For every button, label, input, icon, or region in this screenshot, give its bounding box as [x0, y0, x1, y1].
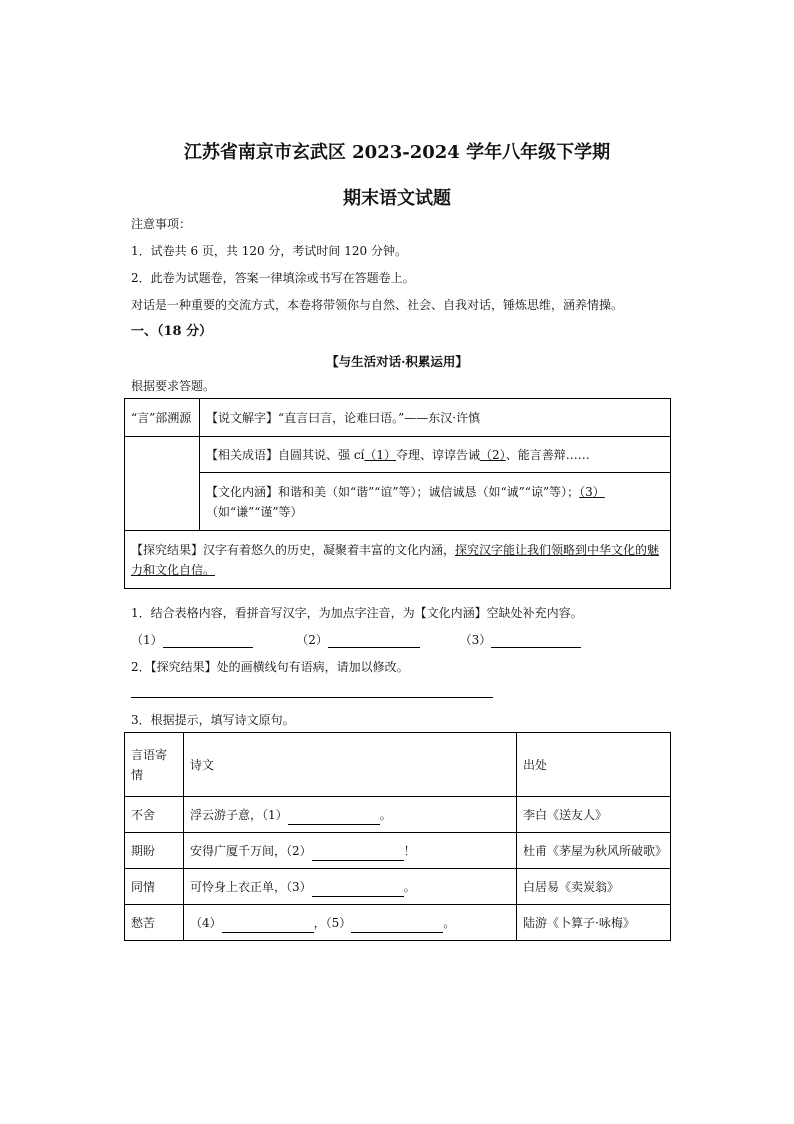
- poem-punct: 。: [443, 915, 456, 930]
- shuowen-cell: 【说文解字】“直言曰言，论难曰语。”——东汉·许慎: [200, 399, 671, 437]
- source-cell: 李白《送友人》: [517, 797, 671, 833]
- title-line-2: 期末语文试题: [343, 188, 451, 209]
- question-1: 1．结合表格内容，看拼音写汉字，为加点字注音，为【文化内涵】空缺处补充内容。: [131, 606, 583, 620]
- notice-heading: 注意事项：: [131, 217, 192, 231]
- q1-label-2: （2）: [296, 633, 328, 647]
- q1-answer-blank-2[interactable]: [328, 634, 420, 648]
- poem-blank-2[interactable]: [312, 847, 404, 861]
- q1-label-1: （1）: [131, 633, 163, 647]
- empty-label-cell: [125, 437, 200, 473]
- idiom-text-b: 夺理、谆谆告诫: [396, 447, 481, 462]
- row-label-yan: “言”部溯源: [125, 399, 200, 437]
- result-underlined-sentence: 探究汉字能让我们领略到中华文化的魅力和文化自信。: [131, 542, 660, 577]
- poem-cell: [184, 869, 517, 905]
- poem-blank-1[interactable]: [288, 811, 380, 825]
- poem-text: ，（5）: [313, 915, 352, 930]
- title-line-1: 江苏省南京市玄武区 2023-2024 学年八年级下学期: [183, 142, 611, 163]
- source-cell: 白居易《卖炭翁》: [517, 869, 671, 905]
- research-result-cell: [125, 531, 671, 589]
- idiom-cell: [200, 437, 671, 473]
- poem-text: 浮云游子意，（1）: [190, 807, 288, 822]
- question-3: 3．根据提示，填写诗文原句。: [131, 713, 295, 727]
- q2-answer-line[interactable]: [131, 697, 493, 698]
- culture-cell: [200, 473, 671, 531]
- emotion-cell: 期盼: [125, 833, 184, 869]
- blank-2-marker[interactable]: （2）: [480, 447, 506, 462]
- result-prefix: 【探究结果】汉字有着悠久的历史，凝聚着丰富的文化内涵，: [131, 542, 456, 557]
- idiom-text-c: 、能言善辩……: [505, 447, 590, 462]
- poem-cell: [184, 797, 517, 833]
- poem-punct: 。: [379, 807, 392, 822]
- q1-answer-blank-3[interactable]: [491, 634, 581, 648]
- poem-text: 安得广厦千万间，（2）: [190, 843, 312, 858]
- header-source: 出处: [517, 733, 671, 797]
- q1-label-3: （3）: [459, 633, 492, 647]
- emotion-cell: 同情: [125, 869, 184, 905]
- q1-answer-line: [131, 632, 581, 648]
- table-row: [125, 833, 671, 869]
- section-subtitle: 【与生活对话·积累运用】: [326, 354, 468, 369]
- empty-label-cell: [125, 473, 200, 531]
- notice-item-2: 2．此卷为试题卷，答案一律填涂或书写在答题卷上。: [131, 271, 415, 285]
- source-cell: 杜甫《茅屋为秋风所破歌》: [517, 833, 671, 869]
- blank-3-marker[interactable]: （3）: [579, 484, 605, 499]
- idiom-text-a: 【相关成语】自圆其说、强: [206, 447, 354, 462]
- poetry-table: [124, 732, 671, 941]
- pinyin-ci: cí: [353, 447, 365, 462]
- poem-cell: [184, 905, 517, 941]
- poem-blank-4[interactable]: [222, 919, 314, 933]
- emotion-cell: 愁苦: [125, 905, 184, 941]
- culture-text-b: （如“谦”“谨”等）: [206, 504, 303, 519]
- section-heading: 一、（18 分）: [131, 324, 213, 339]
- poem-blank-3[interactable]: [312, 883, 404, 897]
- table-row: [125, 869, 671, 905]
- question-2: 2．【探究结果】处的画横线句有语病，请加以修改。: [131, 660, 409, 674]
- instruction-text: 根据要求答题。: [131, 379, 216, 393]
- table-row: [125, 797, 671, 833]
- source-cell: 陆游《卜算子·咏梅》: [517, 905, 671, 941]
- culture-text-a: 【文化内涵】和谐和美（如“谐”“谊”等）；诚信诚恳（如“诚”“谅”等）；: [206, 484, 580, 499]
- header-poem: 诗文: [184, 733, 517, 797]
- emotion-cell: 不舍: [125, 797, 184, 833]
- header-emotion: 言语寄情: [125, 733, 184, 797]
- poem-text: （4）: [190, 915, 222, 930]
- table-row: [125, 905, 671, 941]
- notice-item-1: 1．试卷共 6 页，共 120 分，考试时间 120 分钟。: [131, 244, 407, 258]
- poem-cell: [184, 833, 517, 869]
- q1-answer-blank-1[interactable]: [163, 634, 253, 648]
- intro-text: 对话是一种重要的交流方式，本卷将带领你与自然、社会、自我对话，锤炼思维，涵养情操。: [131, 298, 624, 312]
- poem-text: 可怜身上衣正单，（3）: [190, 879, 312, 894]
- poem-punct: ！: [403, 843, 416, 858]
- poem-punct: 。: [403, 879, 416, 894]
- poem-blank-5[interactable]: [351, 919, 443, 933]
- blank-1-marker[interactable]: （1）: [364, 447, 397, 462]
- word-origin-table: [124, 398, 671, 589]
